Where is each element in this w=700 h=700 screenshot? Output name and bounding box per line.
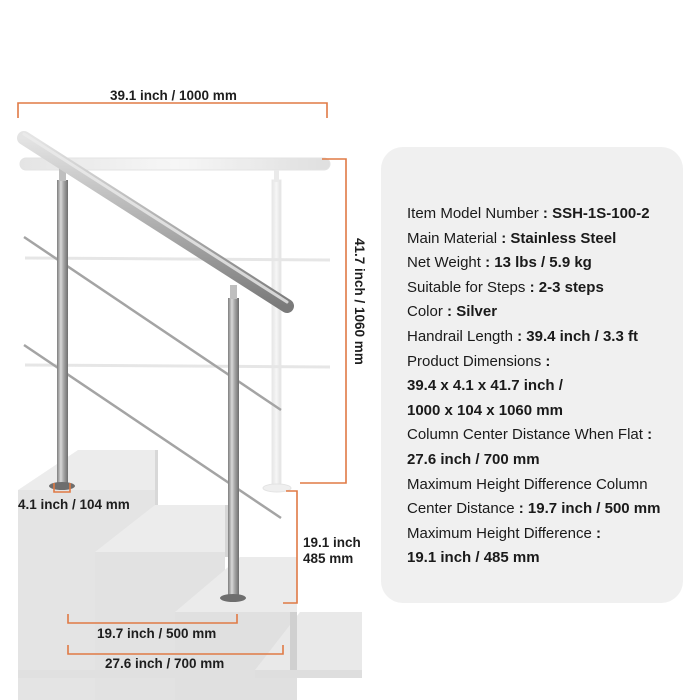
spec-max-height-value: 19.1 inch / 485 mm [407,549,540,567]
dim-height-diff-mm: 485 mm [303,551,354,566]
dim-handrail-width: 39.1 inch / 1000 mm [110,88,237,103]
spec-dimensions-label: Product Dimensions : [407,352,551,370]
spec-handrail-length: Handrail Length : 39.4 inch / 3.3 ft [407,327,638,345]
dim-base-plate: 4.1 inch / 104 mm [18,497,130,512]
spec-max-height-label: Maximum Height Difference : [407,524,601,542]
spec-flat-distance-label: Column Center Distance When Flat : [407,426,653,444]
dim-total-height: 41.7 inch / 1060 mm [352,238,367,365]
dim-column-distance-flat: 27.6 inch / 700 mm [105,656,225,671]
spec-material: Main Material : Stainless Steel [407,229,617,247]
spec-steps: Suitable for Steps : 2-3 steps [407,278,604,296]
spec-list [407,202,660,571]
dim-column-distance-slope: 19.7 inch / 500 mm [97,626,217,641]
spec-model-number: Item Model Number : SSH-1S-100-2 [407,205,650,222]
spec-flat-distance-value: 27.6 inch / 700 mm [407,450,540,468]
spec-center-distance: Center Distance : 19.7 inch / 500 mm [407,500,661,518]
spec-max-height-col-label: Maximum Height Difference Column [407,475,648,493]
spec-weight: Net Weight : 13 lbs / 5.9 kg [407,254,592,272]
dim-height-diff-inch: 19.1 inch [303,535,361,550]
spec-color: Color : Silver [407,303,498,321]
spec-dimensions-mm: 1000 x 104 x 1060 mm [407,401,563,419]
spec-dimensions-inch: 39.4 x 4.1 x 41.7 inch / [407,377,563,395]
